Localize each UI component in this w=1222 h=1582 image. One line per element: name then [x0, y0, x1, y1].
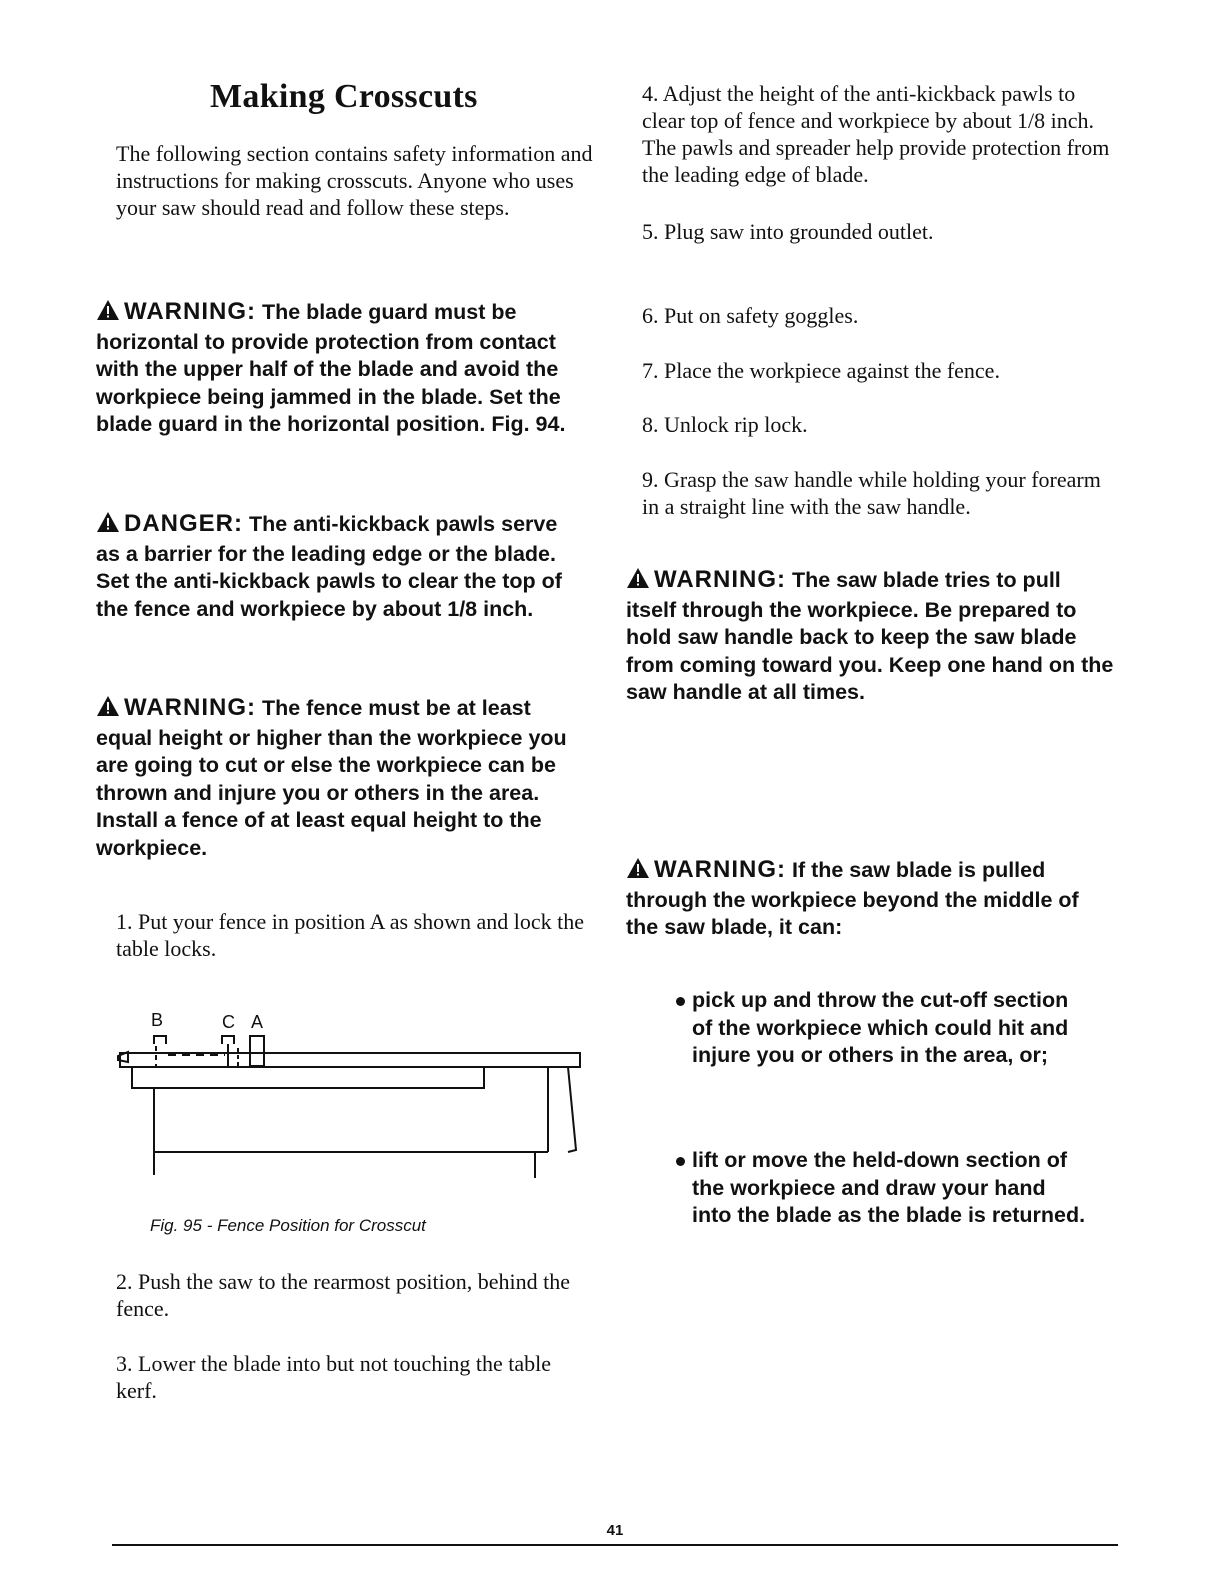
figure-label-c: C	[222, 1012, 235, 1032]
warning-beyond-middle	[626, 856, 1106, 942]
step-2: 2. Push the saw to the rearmost position, behind the fence.	[116, 1269, 570, 1321]
step-1: 1. Put your fence in position A as shown and lock the table locks.	[116, 909, 585, 961]
step-9: 9. Grasp the saw handle while holding your forearm in a straight line with the saw handle.	[642, 467, 1101, 519]
warning-heading: WARNING:	[124, 694, 256, 721]
warning-heading: WARNING:	[654, 856, 786, 883]
step-5: 5. Plug saw into grounded outlet.	[642, 219, 934, 244]
warning-triangle-icon	[626, 567, 650, 597]
warning-triangle-icon	[626, 857, 650, 887]
warning-heading: WARNING:	[124, 298, 256, 325]
warning-triangle-icon	[96, 695, 120, 725]
warning-text: The saw blade tries to pull itself through the workpiece. Be prepared to hold saw handle back to keep the saw blade from coming toward you. Keep one hand on the saw handle at all times.	[626, 568, 1114, 704]
fence-position-figure	[110, 1000, 590, 1190]
bullet-item-1: pick up and throw the cut-off section of the workpiece which could hit and injure you or others in the area, or;	[692, 988, 1069, 1067]
step-6: 6. Put on safety goggles.	[642, 303, 859, 328]
warning-saw-pull	[626, 566, 1116, 707]
warning-triangle-icon	[96, 511, 120, 541]
warning-triangle-icon	[96, 299, 120, 329]
warning-fence-height	[96, 694, 591, 862]
warning-text: The blade guard must be horizontal to provide protection from contact with the upper half of the blade and avoid the workpiece being jammed in the blade. Set the blade guard in the horizontal position. Fig. 94.	[96, 300, 566, 436]
bullet-item-2: lift or move the held-down section of the workpiece and draw your hand into the blade as the blade is returned.	[692, 1148, 1086, 1227]
warning-heading: WARNING:	[654, 566, 786, 593]
bullet-icon	[676, 997, 685, 1006]
warning-text: The fence must be at least equal height or higher than the workpiece you are going to cut or else the workpiece can be thrown and injure you or others in the area. Install a fence of at least equal height to the workpiece.	[96, 696, 567, 860]
step-8: 8. Unlock rip lock.	[642, 412, 808, 437]
step-3: 3. Lower the blade into but not touching the table kerf.	[116, 1351, 552, 1403]
danger-heading: DANGER:	[124, 510, 243, 537]
intro-paragraph: The following section contains safety information and instructions for making crosscuts. Anyone who uses your saw should read and follow these steps.	[116, 141, 593, 220]
warning-text: If the saw blade is pulled through the workpiece beyond the middle of the saw blade, it can:	[626, 858, 1079, 939]
figure-label-a: A	[251, 1012, 264, 1032]
danger-anti-kickback	[96, 510, 566, 623]
footer-divider	[112, 1544, 1118, 1546]
bullet-icon	[676, 1157, 685, 1166]
danger-text: The anti-kickback pawls serve as a barrier for the leading edge or the blade. Set the anti-kickback pawls to clear the top of the fence and workpiece by about 1/8 inch.	[96, 512, 562, 621]
warning-blade-guard	[96, 298, 591, 439]
figure-caption: Fig. 95 - Fence Position for Crosscut	[150, 1216, 426, 1235]
step-7: 7. Place the workpiece against the fence.	[642, 358, 1000, 383]
page-title: Making Crosscuts	[210, 78, 478, 115]
figure-label-b: B	[151, 1010, 164, 1030]
step-4: 4. Adjust the height of the anti-kickback pawls to clear top of fence and workpiece by about 1/8 inch. The pawls and spreader help provide protection from the leading edge of blade.	[642, 81, 1110, 187]
page-number: 41	[606, 1522, 624, 1539]
